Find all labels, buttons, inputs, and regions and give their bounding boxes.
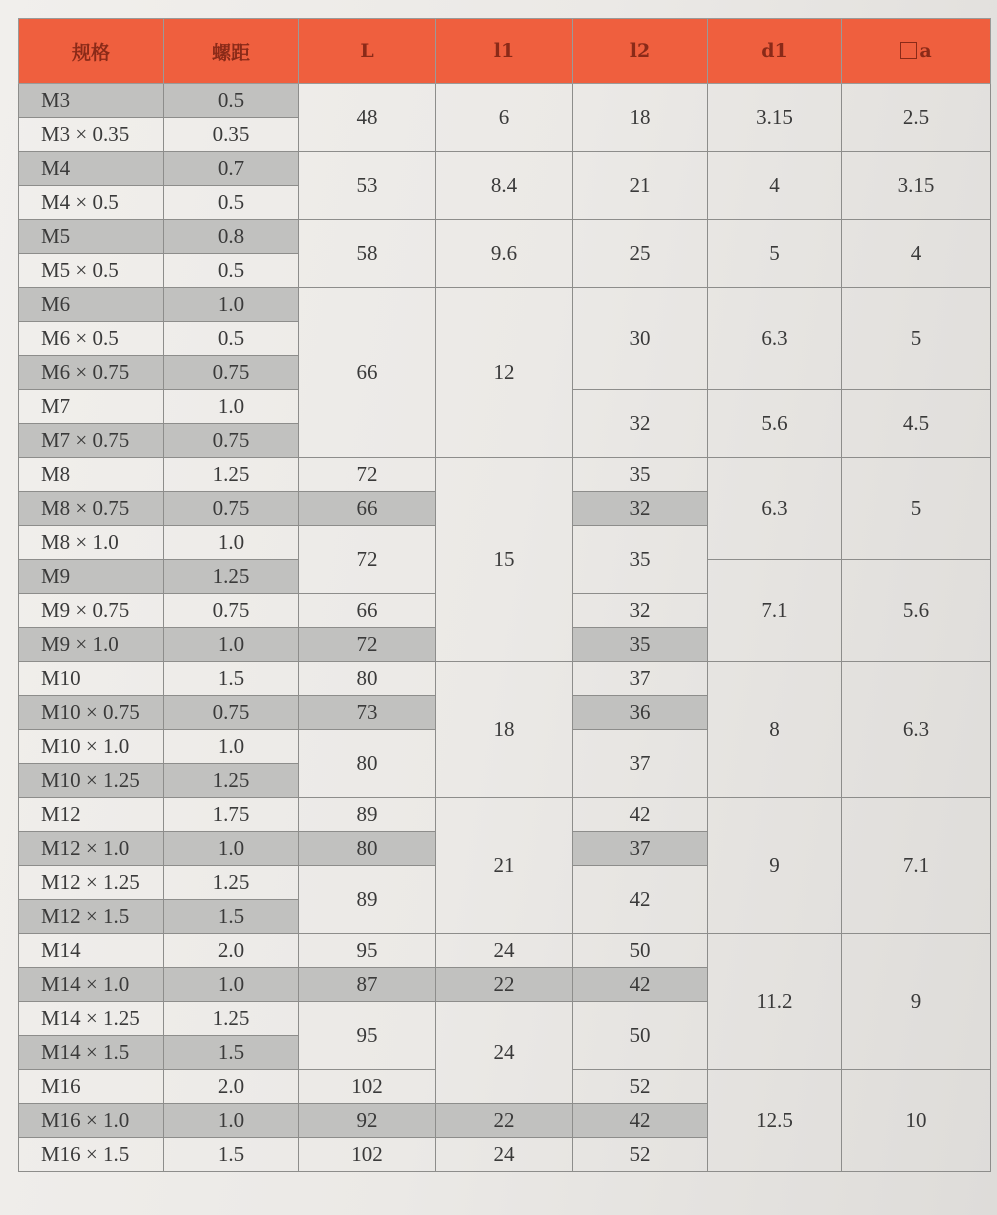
l1-cell: 22 — [436, 968, 573, 1002]
header-L: L — [299, 19, 436, 84]
pitch-cell: 0.5 — [164, 254, 299, 288]
pitch-cell: 0.5 — [164, 84, 299, 118]
L-cell: 66 — [299, 594, 436, 628]
l1-cell: 15 — [436, 458, 573, 662]
pitch-cell: 2.0 — [164, 1070, 299, 1104]
pitch-cell: 1.0 — [164, 1104, 299, 1138]
pitch-cell: 1.0 — [164, 832, 299, 866]
spec-cell: M10 × 1.25 — [19, 764, 164, 798]
L-cell: 72 — [299, 526, 436, 594]
table-row — [19, 798, 991, 832]
spec-cell: M7 — [19, 390, 164, 424]
l2-cell: 35 — [573, 526, 708, 594]
spec-cell: M6 × 0.5 — [19, 322, 164, 356]
a-cell: 4 — [842, 220, 991, 288]
spec-cell: M14 × 1.0 — [19, 968, 164, 1002]
l1-cell: 21 — [436, 798, 573, 934]
spec-cell: M16 × 1.0 — [19, 1104, 164, 1138]
spec-cell: M5 × 0.5 — [19, 254, 164, 288]
table-row — [19, 220, 991, 254]
l2-cell: 35 — [573, 628, 708, 662]
spec-cell: M8 × 0.75 — [19, 492, 164, 526]
l2-cell: 30 — [573, 288, 708, 390]
pitch-cell: 0.5 — [164, 322, 299, 356]
l2-cell: 50 — [573, 934, 708, 968]
a-cell: 9 — [842, 934, 991, 1070]
L-cell: 72 — [299, 628, 436, 662]
header-d1: d1 — [708, 19, 842, 84]
L-cell: 48 — [299, 84, 436, 152]
d1-cell: 8 — [708, 662, 842, 798]
l2-cell: 18 — [573, 84, 708, 152]
l1-cell: 24 — [436, 1002, 573, 1104]
a-cell: 5 — [842, 458, 991, 560]
pitch-cell: 0.75 — [164, 424, 299, 458]
L-cell: 66 — [299, 492, 436, 526]
spec-cell: M14 × 1.5 — [19, 1036, 164, 1070]
spec-cell: M3 × 0.35 — [19, 118, 164, 152]
pitch-cell: 1.5 — [164, 662, 299, 696]
header-a-label: a — [919, 40, 932, 62]
header-row — [19, 19, 991, 84]
L-cell: 58 — [299, 220, 436, 288]
l2-cell: 50 — [573, 1002, 708, 1070]
l1-cell: 18 — [436, 662, 573, 798]
spec-cell: M16 × 1.5 — [19, 1138, 164, 1172]
l2-cell: 42 — [573, 866, 708, 934]
table-row — [19, 458, 991, 492]
L-cell: 92 — [299, 1104, 436, 1138]
d1-cell: 5.6 — [708, 390, 842, 458]
spec-cell: M14 × 1.25 — [19, 1002, 164, 1036]
l2-cell: 36 — [573, 696, 708, 730]
spec-cell: M12 × 1.0 — [19, 832, 164, 866]
pitch-cell: 1.25 — [164, 866, 299, 900]
l1-cell: 6 — [436, 84, 573, 152]
l2-cell: 42 — [573, 968, 708, 1002]
pitch-cell: 1.25 — [164, 1002, 299, 1036]
pitch-cell: 0.75 — [164, 356, 299, 390]
spec-cell: M3 — [19, 84, 164, 118]
pitch-cell: 1.5 — [164, 900, 299, 934]
header-l1: l1 — [436, 19, 573, 84]
table-row — [19, 662, 991, 696]
a-cell: 7.1 — [842, 798, 991, 934]
d1-cell: 7.1 — [708, 560, 842, 662]
l2-cell: 42 — [573, 1104, 708, 1138]
table-row — [19, 152, 991, 186]
L-cell: 80 — [299, 730, 436, 798]
l2-cell: 37 — [573, 662, 708, 696]
L-cell: 73 — [299, 696, 436, 730]
pitch-cell: 0.5 — [164, 186, 299, 220]
d1-cell: 5 — [708, 220, 842, 288]
pitch-cell: 1.25 — [164, 560, 299, 594]
spec-cell: M7 × 0.75 — [19, 424, 164, 458]
square-icon — [900, 42, 917, 59]
a-cell: 2.5 — [842, 84, 991, 152]
a-cell: 10 — [842, 1070, 991, 1172]
thread-spec-table — [18, 18, 991, 1172]
spec-cell: M6 — [19, 288, 164, 322]
header-l2: l2 — [573, 19, 708, 84]
l2-cell: 42 — [573, 798, 708, 832]
l1-cell: 24 — [436, 934, 573, 968]
pitch-cell: 1.0 — [164, 526, 299, 560]
pitch-cell: 1.0 — [164, 628, 299, 662]
d1-cell: 11.2 — [708, 934, 842, 1070]
spec-cell: M14 — [19, 934, 164, 968]
pitch-cell: 1.0 — [164, 390, 299, 424]
l1-cell: 9.6 — [436, 220, 573, 288]
spec-cell: M4 × 0.5 — [19, 186, 164, 220]
spec-cell: M9 — [19, 560, 164, 594]
l2-cell: 52 — [573, 1070, 708, 1104]
L-cell: 89 — [299, 866, 436, 934]
l2-cell: 37 — [573, 832, 708, 866]
l1-cell: 12 — [436, 288, 573, 458]
spec-cell: M12 × 1.25 — [19, 866, 164, 900]
pitch-cell: 1.0 — [164, 968, 299, 1002]
a-cell: 6.3 — [842, 662, 991, 798]
l2-cell: 35 — [573, 458, 708, 492]
table-row — [19, 288, 991, 322]
spec-cell: M9 × 0.75 — [19, 594, 164, 628]
l2-cell: 25 — [573, 220, 708, 288]
l1-cell: 24 — [436, 1138, 573, 1172]
spec-cell: M4 — [19, 152, 164, 186]
L-cell: 80 — [299, 832, 436, 866]
d1-cell: 3.15 — [708, 84, 842, 152]
spec-cell: M10 × 0.75 — [19, 696, 164, 730]
d1-cell: 12.5 — [708, 1070, 842, 1172]
pitch-cell: 2.0 — [164, 934, 299, 968]
d1-cell: 9 — [708, 798, 842, 934]
L-cell: 89 — [299, 798, 436, 832]
pitch-cell: 0.35 — [164, 118, 299, 152]
spec-cell: M8 — [19, 458, 164, 492]
l2-cell: 32 — [573, 492, 708, 526]
l2-cell: 37 — [573, 730, 708, 798]
spec-cell: M12 × 1.5 — [19, 900, 164, 934]
header-spec: 规格 — [19, 19, 164, 84]
pitch-cell: 1.0 — [164, 288, 299, 322]
l1-cell: 22 — [436, 1104, 573, 1138]
l2-cell: 21 — [573, 152, 708, 220]
pitch-cell: 1.5 — [164, 1138, 299, 1172]
pitch-cell: 0.75 — [164, 696, 299, 730]
spec-cell: M6 × 0.75 — [19, 356, 164, 390]
l2-cell: 32 — [573, 594, 708, 628]
l1-cell: 8.4 — [436, 152, 573, 220]
spec-cell: M9 × 1.0 — [19, 628, 164, 662]
header-square-a — [842, 19, 991, 84]
L-cell: 102 — [299, 1070, 436, 1104]
a-cell: 3.15 — [842, 152, 991, 220]
d1-cell: 6.3 — [708, 458, 842, 560]
pitch-cell: 0.75 — [164, 492, 299, 526]
d1-cell: 4 — [708, 152, 842, 220]
spec-cell: M16 — [19, 1070, 164, 1104]
pitch-cell: 0.7 — [164, 152, 299, 186]
a-cell: 5 — [842, 288, 991, 390]
L-cell: 53 — [299, 152, 436, 220]
spec-cell: M12 — [19, 798, 164, 832]
header-pitch: 螺距 — [164, 19, 299, 84]
spec-cell: M5 — [19, 220, 164, 254]
d1-cell: 6.3 — [708, 288, 842, 390]
pitch-cell: 0.8 — [164, 220, 299, 254]
pitch-cell: 1.75 — [164, 798, 299, 832]
l2-cell: 32 — [573, 390, 708, 458]
pitch-cell: 1.25 — [164, 458, 299, 492]
L-cell: 72 — [299, 458, 436, 492]
spec-cell: M10 — [19, 662, 164, 696]
l2-cell: 52 — [573, 1138, 708, 1172]
L-cell: 66 — [299, 288, 436, 458]
a-cell: 5.6 — [842, 560, 991, 662]
L-cell: 80 — [299, 662, 436, 696]
pitch-cell: 0.75 — [164, 594, 299, 628]
L-cell: 95 — [299, 1002, 436, 1070]
L-cell: 95 — [299, 934, 436, 968]
table-row — [19, 934, 991, 968]
table-row — [19, 84, 991, 118]
pitch-cell: 1.0 — [164, 730, 299, 764]
spec-cell: M10 × 1.0 — [19, 730, 164, 764]
pitch-cell: 1.25 — [164, 764, 299, 798]
pitch-cell: 1.5 — [164, 1036, 299, 1070]
L-cell: 102 — [299, 1138, 436, 1172]
spec-cell: M8 × 1.0 — [19, 526, 164, 560]
L-cell: 87 — [299, 968, 436, 1002]
a-cell: 4.5 — [842, 390, 991, 458]
